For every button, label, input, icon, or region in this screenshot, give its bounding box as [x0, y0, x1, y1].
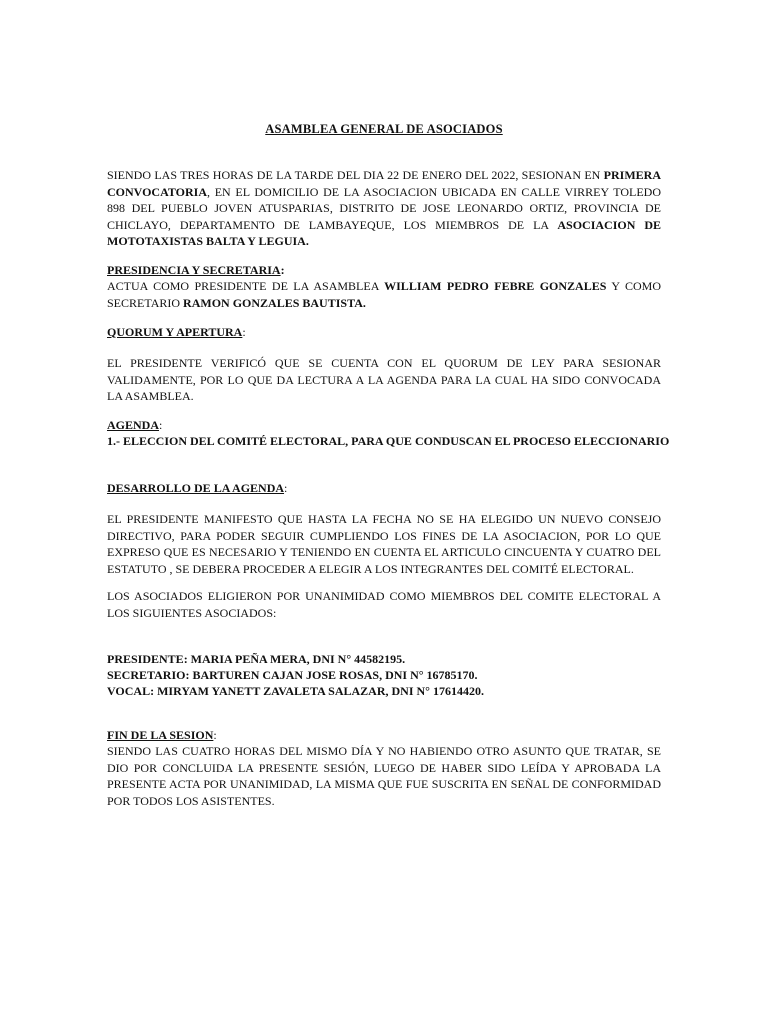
desarrollo-paragraph-1: EL PRESIDENTE MANIFESTO QUE HASTA LA FECHA NO SE HA ELEGIDO UN NUEVO CONSEJO DIRECTIVO, PARA PODER SEGUIR CUMPLIENDO LOS FINES DE LA ASOCIACION, POR LO QUE EXPRESO QUE ES NECESARIO Y TENIENDO EN CUENTA EL ARTICULO CINCUENTA Y CUATRO DEL ESTATUTO , SE DEBERA PROCEDER A ELEGIR A LOS INTEGRANTES DEL COMITÉ ELECTORAL.: [107, 512, 661, 576]
fin-colon: :: [213, 728, 217, 742]
agenda-item: 1.- ELECCION DEL COMITÉ ELECTORAL, PARA QUE CONDUSCAN EL PROCESO ELECCIONARIO: [107, 434, 670, 448]
quorum-colon: :: [242, 325, 246, 339]
fin-paragraph: SIENDO LAS CUATRO HORAS DEL MISMO DÍA Y NO HABIENDO OTRO ASUNTO QUE TRATAR, SE DIO POR CONCLUIDA LA PRESENTE SESIÓN, LUEGO DE HABER SIDO LEÍDA Y APROBADA LA PRESENTE ACTA POR UNANIMIDAD, LA MISMA QUE FUE SUSCRITA EN SEÑAL DE CONFORMIDAD POR TODOS LOS ASISTENTES.: [107, 744, 661, 808]
presidencia-text-1: ACTUA COMO PRESIDENTE DE LA ASAMBLEA: [107, 279, 385, 293]
document-title: ASAMBLEA GENERAL DE ASOCIADOS: [265, 122, 503, 136]
intro-paragraph: [107, 167, 661, 250]
presidencia-paragraph: [107, 278, 661, 311]
agenda-heading-line: [107, 417, 162, 434]
intro-asociacion-name: ASOCIACION DE MOTOTAXISTAS BALTA Y LEGUIA.: [107, 217, 662, 248]
agenda-heading: AGENDA: [107, 418, 160, 432]
presidencia-heading-line: [107, 262, 285, 279]
quorum-heading-line: [107, 324, 246, 341]
secretario-name: RAMON GONZALES BAUTISTA.: [183, 295, 366, 310]
desarrollo-colon: :: [284, 481, 288, 495]
desarrollo-heading: DESARROLLO DE LA AGENDA: [107, 481, 285, 495]
quorum-paragraph: EL PRESIDENTE VERIFICÓ QUE SE CUENTA CON EL QUORUM DE LEY PARA SESIONAR VALIDAMENTE, POR LO QUE DA LECTURA A LA AGENDA PARA LA CUAL HA SIDO CONVOCADA LA ASAMBLEA.: [107, 356, 661, 403]
intro-text-2: , EN EL DOMICILIO DE LA ASOCIACION UBICADA EN CALLE VIRREY TOLEDO 898 DEL PUEBLO JOVEN ATUSPARIAS, DISTRITO DE JOSE LEONARDO ORTIZ, PROVINCIA DE CHICLAYO, DEPARTAMENTO DE LAMBAYEQUE, LOS MIEMBROS DE LA: [107, 184, 661, 232]
desarrollo-paragraph-2: LOS ASOCIADOS ELIGIERON POR UNANIMIDAD COMO MIEMBROS DEL COMITE ELECTORAL A LOS SIGUIENTES ASOCIADOS:: [107, 589, 661, 620]
presidencia-colon: :: [280, 263, 285, 277]
intro-convocatoria: PRIMERA CONVOCATORIA: [107, 168, 661, 199]
presidencia-heading: PRESIDENCIA Y SECRETARIA: [107, 263, 281, 277]
agenda-colon: :: [159, 418, 163, 432]
fin-heading: FIN DE LA SESION: [107, 728, 214, 742]
presidente-name: WILLIAM PEDRO FEBRE GONZALES: [384, 279, 607, 293]
intro-text-1: SIENDO LAS TRES HORAS DE LA TARDE DEL DIA 22 DE ENERO DEL 2022, SESIONAN EN: [107, 168, 604, 182]
comite-presidente: PRESIDENTE: MARIA PEÑA MERA, DNI N° 44582195.: [107, 652, 406, 666]
quorum-heading: QUORUM Y APERTURA: [107, 325, 243, 339]
fin-heading-line: [107, 727, 217, 744]
desarrollo-heading-line: [107, 480, 287, 497]
presidencia-text-2: Y COMO SECRETARIO: [107, 279, 662, 310]
comite-vocal: VOCAL: MIRYAM YANETT ZAVALETA SALAZAR, DNI N° 17614420.: [107, 684, 484, 698]
comite-secretario: SECRETARIO: BARTUREN CAJAN JOSE ROSAS, DNI N° 16785170.: [107, 668, 478, 682]
